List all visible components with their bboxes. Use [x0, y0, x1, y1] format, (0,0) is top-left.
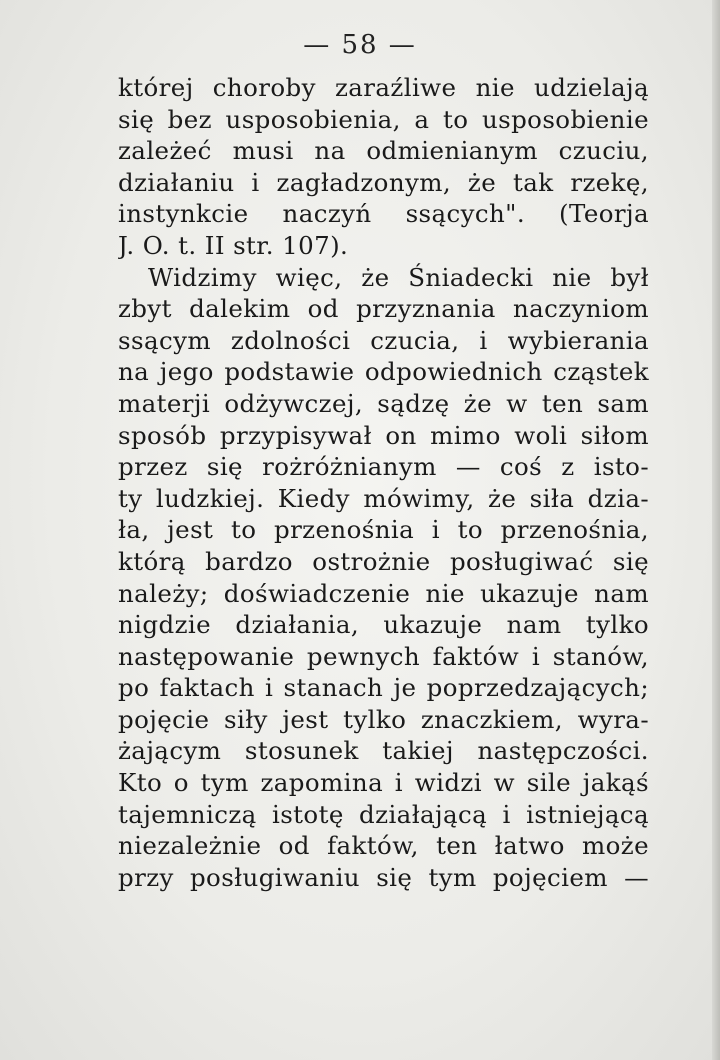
text-line: której choroby zaraźliwe nie udzielają	[118, 73, 649, 102]
text-line: którą bardzo ostrożnie posługiwać się	[118, 546, 649, 576]
text-line: ła, jest to przenośnia i to przenośnia,	[118, 515, 649, 545]
text-line: przy posługiwaniu się tym pojęciem —	[118, 862, 649, 892]
text-line: J. O. t. II str. 107).	[118, 230, 349, 260]
text-line: następowanie pewnych faktów i stanów,	[118, 641, 649, 671]
text-line: instynkcie naczyń ssących". (Teorja	[118, 199, 649, 229]
text-line: żającym stosunek takiej następczości.	[118, 736, 649, 766]
text-line: ty ludzkiej. Kiedy mówimy, że siła dzia-	[118, 483, 649, 513]
text-line: zależeć musi na odmienianym czuciu,	[118, 136, 649, 166]
page-number: — 58 —	[303, 30, 417, 60]
text-line: przez się rożróżnianym — coś z isto-	[118, 452, 649, 482]
text-line: na jego podstawie odpowiednich cząstek	[118, 357, 649, 387]
text-line: tajemniczą istotę działającą i istniejącą	[118, 799, 649, 829]
text-line: zbyt dalekim od przyznania naczyniom	[118, 294, 649, 324]
text-line: niezależnie od faktów, ten łatwo może	[118, 831, 649, 861]
body-text	[118, 72, 649, 893]
text-line: działaniu i zagładzonym, że tak rzekę,	[118, 167, 649, 197]
text-line: nigdzie działania, ukazuje nam tylko	[118, 610, 649, 640]
text-line: pojęcie siły jest tylko znaczkiem, wyra-	[118, 704, 649, 734]
paragraph-start-line: Widzimy więc, że Śniadecki nie był	[148, 262, 649, 292]
text-line: po faktach i stanach je poprzedzających;	[118, 673, 649, 703]
text-line: ssącym zdolności czucia, i wybierania	[118, 325, 649, 355]
page-edge	[712, 0, 720, 1060]
text-line: Kto o tym zapomina i widzi w sile jakąś	[118, 768, 649, 798]
text-line: sposób przypisywał on mimo woli siłom	[118, 420, 649, 450]
text-line: należy; doświadczenie nie ukazuje nam	[118, 578, 649, 608]
text-line: się bez usposobienia, a to usposobienie	[118, 104, 649, 134]
text-line: materji odżywczej, sądzę że w ten sam	[118, 388, 649, 418]
